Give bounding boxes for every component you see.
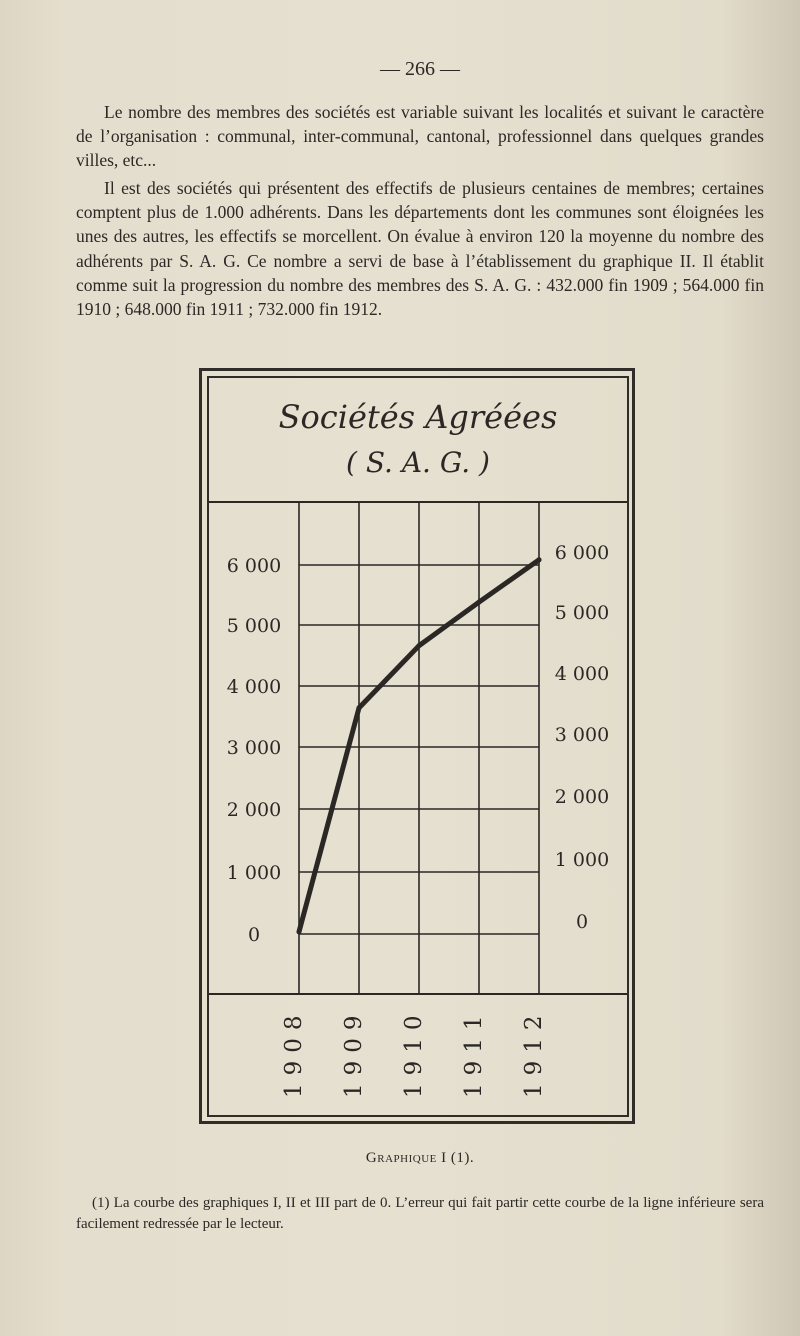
data-point-1911 bbox=[477, 600, 482, 605]
footnote bbox=[76, 1193, 764, 1235]
y-tick-left: 0 bbox=[247, 924, 261, 946]
x-tick-label: 1910 bbox=[401, 1007, 427, 1098]
data-point-1909 bbox=[357, 705, 362, 710]
y-tick-right: 3 000 bbox=[554, 724, 610, 746]
data-point-1908 bbox=[297, 929, 302, 934]
caption-text: Graphique I (1). bbox=[365, 1150, 475, 1166]
x-tick-label: 1908 bbox=[281, 1007, 307, 1098]
x-tick-label: 1912 bbox=[521, 1007, 547, 1098]
data-point-1912 bbox=[537, 557, 542, 562]
y-tick-left: 4 000 bbox=[226, 676, 282, 698]
page-number: — 266 — bbox=[380, 58, 460, 80]
y-tick-left: 5 000 bbox=[226, 615, 282, 637]
x-tick-label: 1909 bbox=[341, 1007, 367, 1098]
y-tick-right: 2 000 bbox=[554, 786, 610, 808]
y-tick-right: 4 000 bbox=[554, 663, 610, 685]
data-point-1910 bbox=[417, 643, 422, 648]
footnote-text: (1) La courbe des graphiques I, II et III part de 0. L’erreur qui fait partir cette courbe de la ligne inférieure sera facilement redressée par le lecteur. bbox=[76, 1195, 764, 1232]
x-tick-label: 1911 bbox=[461, 1007, 487, 1098]
chart-subtitle: ( S. A. G. ) bbox=[346, 446, 490, 479]
paragraph-text: Le nombre des membres des sociétés est variable suivant les localités et suivant le caractère de l’organisation : communal, inter-communal, cantonal, professionnel dans quelques grandes villes, etc... bbox=[76, 102, 764, 171]
y-tick-left: 6 000 bbox=[226, 555, 282, 577]
y-tick-left: 2 000 bbox=[226, 799, 282, 821]
y-tick-right: 5 000 bbox=[554, 602, 610, 624]
chart-title: Sociétés Agréées bbox=[278, 398, 558, 436]
paragraph-text: Il est des sociétés qui présentent des effectifs de plusieurs centaines de membres; certaines comptent plus de 1.000 adhérents. Dans les départements dont les communes sont éloignées les unes des autres, les effectifs se morcellent. On évalue à environ 120 la moyenne du nombre des adhérents par S. A. G. Ce nombre a servi de base à l’établissement du graphique II. Il établit comme suit la progression du nombre des membres des S. A. G. : 432.000 fin 1909 ; 564.000 fin 1910 ; 648.000 fin 1911 ; 732.000 fin 1912. bbox=[76, 178, 764, 320]
y-tick-left: 3 000 bbox=[226, 737, 282, 759]
y-ticks-right bbox=[555, 542, 609, 933]
y-ticks-left bbox=[227, 555, 281, 946]
y-tick-left: 1 000 bbox=[226, 862, 282, 884]
y-tick-right: 0 bbox=[575, 911, 589, 933]
y-tick-right: 6 000 bbox=[554, 542, 610, 564]
figure-caption bbox=[0, 1150, 800, 1167]
x-ticks bbox=[281, 1007, 547, 1098]
y-tick-right: 1 000 bbox=[554, 849, 610, 871]
